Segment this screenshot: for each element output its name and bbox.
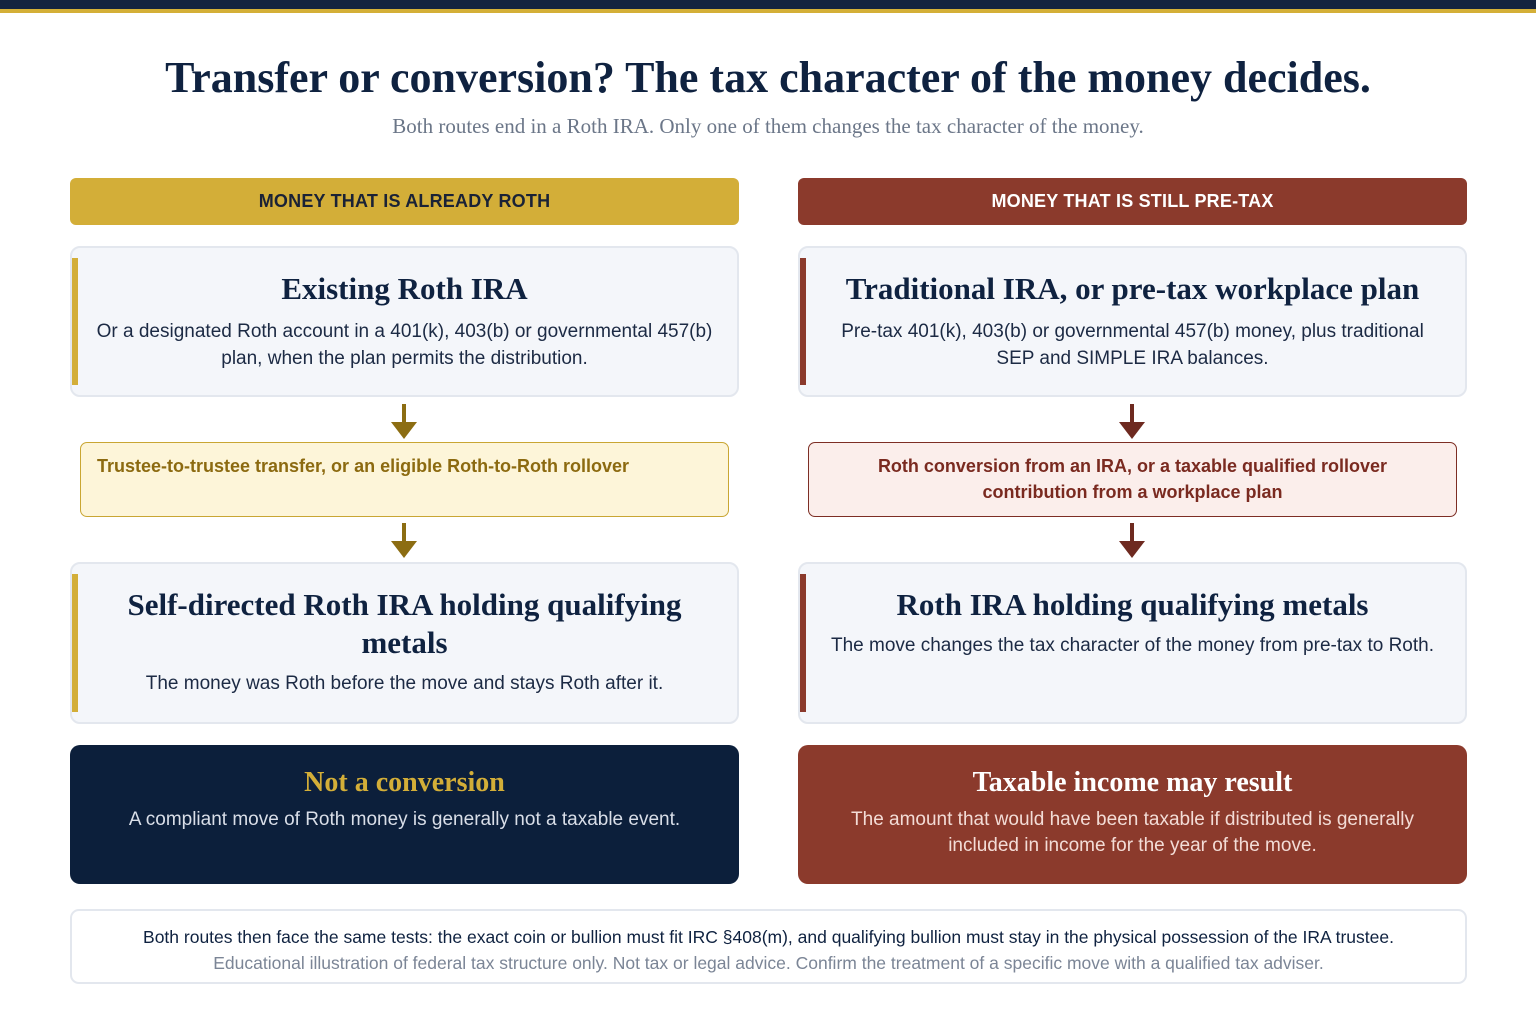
left-column-header: MONEY THAT IS ALREADY ROTH bbox=[70, 178, 739, 225]
left-outcome-title: Not a conversion bbox=[304, 767, 505, 798]
left-source-title: Existing Roth IRA bbox=[281, 271, 528, 306]
left-route-box: Trustee-to-trustee transfer, or an eligible Roth-to-Roth rollover bbox=[80, 442, 729, 517]
right-arrow-down-icon-2 bbox=[1119, 523, 1145, 559]
top-accent-stripe bbox=[0, 9, 1536, 13]
left-outcome-text: A compliant move of Roth money is generally not a taxable event. bbox=[128, 809, 681, 830]
left-destination-title: Self-directed Roth IRA holding qualifying metals bbox=[127, 587, 682, 660]
right-outcome-title: Taxable income may result bbox=[972, 767, 1293, 798]
right-arrow-down-icon bbox=[1119, 404, 1145, 440]
right-destination-card bbox=[798, 562, 1467, 724]
footer-disclaimer: Educational illustration of federal tax structure only. Not tax or legal advice. Confirm the treatment of a specific move with a qualified tax adviser. bbox=[213, 953, 1324, 973]
right-source-text: Pre-tax 401(k), 403(b) or governmental 457(b) money, plus traditional SEP and SIMPLE IRA balances. bbox=[841, 321, 1424, 369]
right-source-card bbox=[798, 246, 1467, 397]
left-arrow-down-icon bbox=[391, 404, 417, 440]
page-subtitle: Both routes end in a Roth IRA. Only one of them changes the tax character of the money. bbox=[392, 114, 1144, 138]
left-source-text: Or a designated Roth account in a 401(k), 403(b) or governmental 457(b) plan, when the plan permits the distribution. bbox=[96, 321, 713, 369]
left-destination-accent bbox=[72, 574, 78, 712]
right-outcome-text: The amount that would have been taxable if distributed is generally included in income for the year of the move. bbox=[851, 809, 1414, 856]
right-source-accent bbox=[800, 258, 806, 385]
left-source-accent bbox=[72, 258, 78, 385]
right-outcome-box bbox=[798, 745, 1467, 884]
right-route-box: Roth conversion from an IRA, or a taxable qualified rollover contribution from a workplace plan bbox=[808, 442, 1457, 517]
left-arrow-down-icon-2 bbox=[391, 523, 417, 559]
left-destination-card bbox=[70, 562, 739, 724]
right-destination-accent bbox=[800, 574, 806, 712]
footer-main-text: Both routes then face the same tests: the exact coin or bullion must fit IRC §408(m), and qualifying bullion must stay in the physical possession of the IRA trustee. bbox=[143, 927, 1394, 947]
left-destination-text: The money was Roth before the move and stays Roth after it. bbox=[145, 673, 664, 694]
left-outcome-box bbox=[70, 745, 739, 884]
right-destination-title: Roth IRA holding qualifying metals bbox=[896, 587, 1369, 622]
page-title: Transfer or conversion? The tax character of the money decides. bbox=[165, 53, 1371, 102]
left-source-card bbox=[70, 246, 739, 397]
right-destination-text: The move changes the tax character of the money from pre-tax to Roth. bbox=[830, 635, 1435, 656]
right-source-title: Traditional IRA, or pre-tax workplace plan bbox=[845, 271, 1420, 306]
footer-note-box bbox=[70, 909, 1467, 984]
right-column-header: MONEY THAT IS STILL PRE-TAX bbox=[798, 178, 1467, 225]
